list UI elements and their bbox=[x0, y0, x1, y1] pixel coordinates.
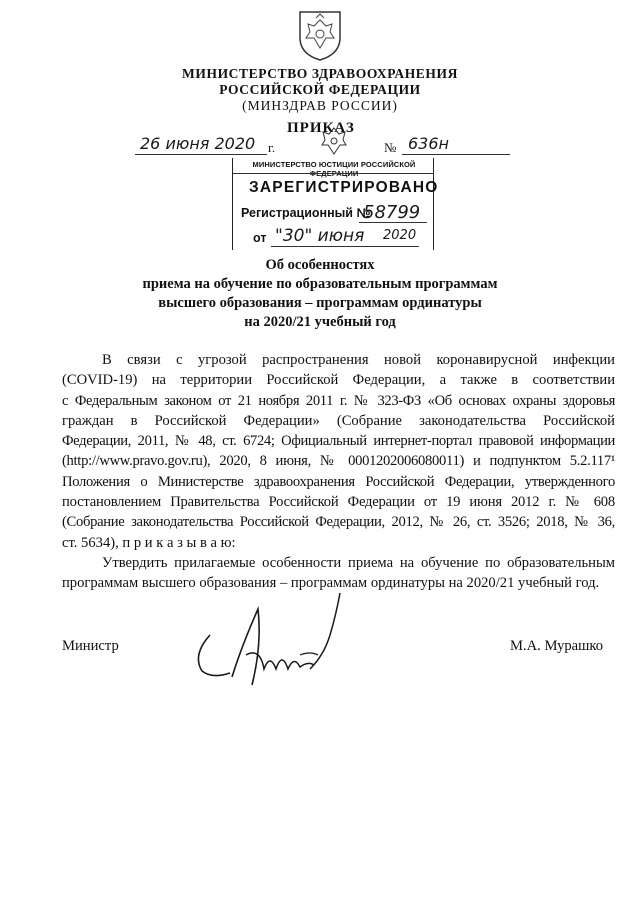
stamp-reg-year: 2020 bbox=[383, 228, 417, 243]
document-title-line3: высшего образования – программам ординатуры bbox=[158, 295, 482, 311]
coat-of-arms-emblem bbox=[296, 8, 344, 62]
paragraph-line: программам высшего образования – программам ординатуры на 2020/21 учебный год. bbox=[62, 575, 600, 592]
stamp-reg-number-underline bbox=[359, 222, 427, 223]
order-date-suffix: г. bbox=[268, 140, 276, 155]
document-title-line2: приема на обучение по образовательным программам bbox=[142, 276, 498, 292]
handwritten-signature bbox=[190, 585, 360, 695]
ministry-name-line1: МИНИСТЕРСТВО ЗДРАВООХРАНЕНИЯ bbox=[182, 66, 458, 81]
paragraph-line: постановлением Правительства Российской Федерации от 19 июня 2012 г. № 608 bbox=[62, 494, 615, 511]
ministry-name-line2: РОССИЙСКОЙ ФЕДЕРАЦИИ bbox=[219, 82, 421, 97]
stamp-reg-number: 58799 bbox=[363, 202, 421, 223]
stamp-reg-date-underline bbox=[271, 246, 419, 247]
stamp-eagle-icon bbox=[319, 124, 349, 158]
paragraph-line: (Собрание законодательства Российской Федерации, 2012, № 26, ст. 3526; 2018, № 36, bbox=[62, 514, 615, 531]
stamp-header-rule bbox=[233, 173, 433, 174]
signatory-position: Министр bbox=[62, 638, 119, 654]
stamp-header: МИНИСТЕРСТВО ЮСТИЦИИ РОССИЙСКОЙ ФЕДЕРАЦИИ bbox=[252, 160, 416, 178]
ministry-name-line3: (МИНЗДРАВ РОССИИ) bbox=[242, 98, 398, 113]
order-word: ПРИКАЗ bbox=[287, 120, 355, 136]
document-title-line4: на 2020/21 учебный год bbox=[244, 314, 396, 330]
paragraph-line: В связи с угрозой распространения новой коронавирусной инфекции bbox=[102, 352, 615, 368]
registration-stamp bbox=[232, 158, 439, 250]
paragraph-line: Федерации, 2011, № 48, ст. 6724; Официальный интернет-портал правовой информации bbox=[62, 433, 615, 450]
document-title-line1: Об особенностях bbox=[265, 257, 375, 273]
stamp-reg-number-label: Регистрационный № bbox=[241, 206, 371, 220]
order-number-label: № bbox=[384, 140, 397, 155]
paragraph-line: с Федеральным законом от 21 ноября 2011 г. № 323-ФЗ «Об основах охраны здоровья bbox=[62, 392, 615, 409]
paragraph-line: Утвердить прилагаемые особенности приема на обучение по образовательным bbox=[102, 555, 615, 571]
paragraph-line: ст. 5634), п р и к а з ы в а ю: bbox=[62, 534, 236, 551]
order-number-handwritten: 636н bbox=[408, 134, 449, 153]
paragraph-line: (http://www.pravo.gov.ru), 2020, 8 июня, № 0001202006080011) и подпунктом 5.2.117¹ bbox=[62, 453, 615, 470]
stamp-from-label: от bbox=[253, 231, 267, 245]
paragraph-line: (COVID-19) на территории Российской Федерации, а также в соответствии bbox=[62, 372, 615, 389]
paragraph-line: граждан в Российской Федерации» (Собрание законодательства Российской bbox=[62, 412, 615, 429]
paragraph-line: Положения о Министерстве здравоохранения Российской Федерации, утвержденного bbox=[62, 473, 615, 490]
order-date-underline bbox=[135, 154, 267, 155]
stamp-registered-label: ЗАРЕГИСТРИРОВАНО bbox=[249, 179, 439, 196]
signatory-name: М.А. Мурашко bbox=[510, 638, 604, 654]
order-date-handwritten: 26 июня 2020 bbox=[140, 134, 256, 153]
body-paragraph-1 bbox=[62, 350, 615, 553]
order-number-underline bbox=[402, 154, 510, 155]
stamp-reg-date: "30" июня bbox=[275, 226, 365, 246]
